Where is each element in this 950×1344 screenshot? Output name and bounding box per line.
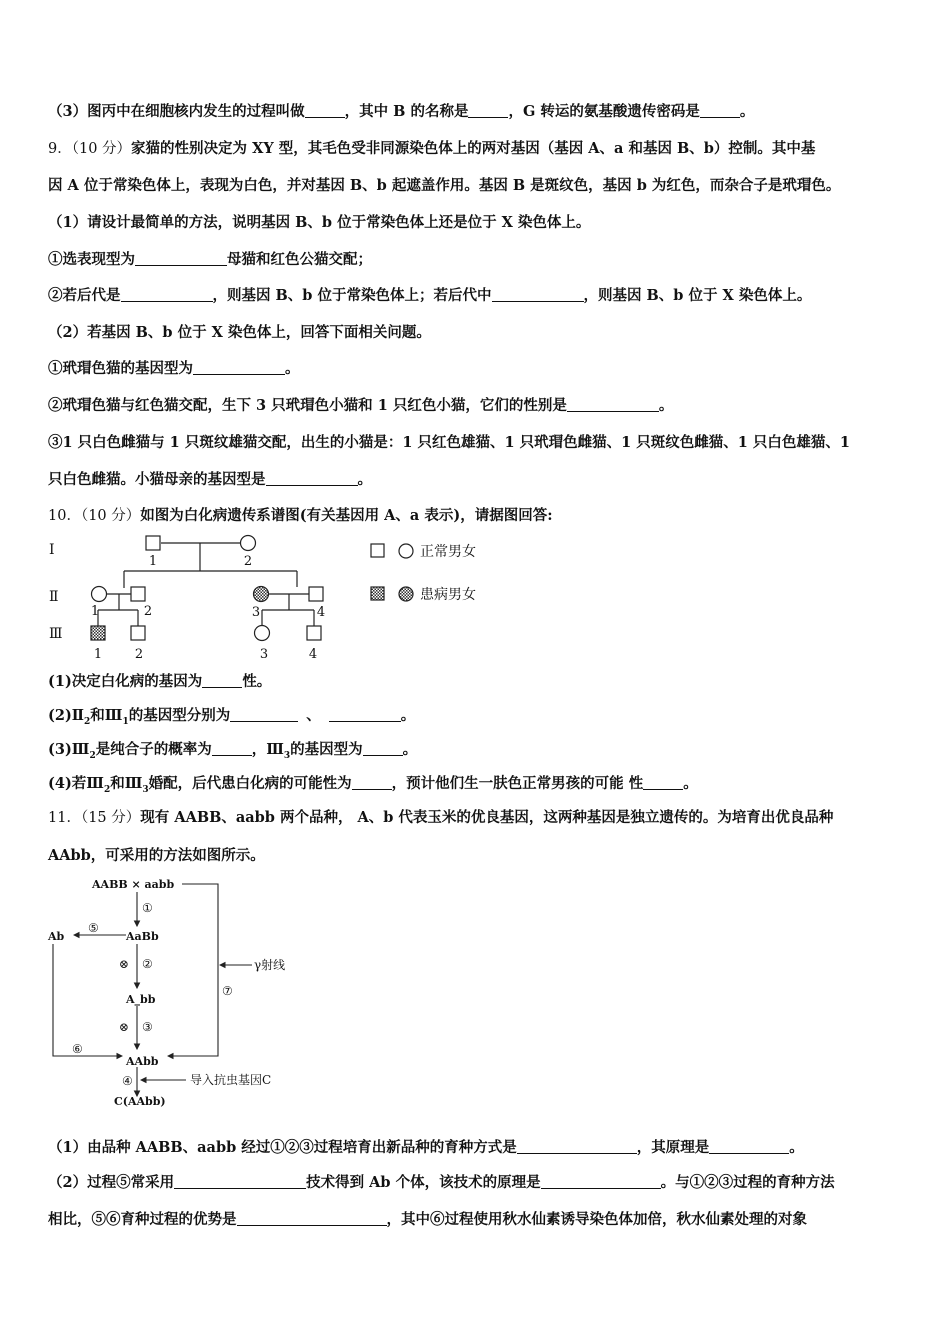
answer-blank[interactable] — [468, 103, 508, 118]
generation-label: Ⅰ — [49, 542, 55, 558]
answer-blank[interactable] — [363, 741, 403, 756]
q10-stem: 10．（10 分）如图为白化病遗传系谱图(有关基因用 A、a 表示)，请据图回答: — [48, 507, 553, 524]
answer-blank[interactable] — [121, 287, 213, 302]
answer-blank[interactable] — [174, 1174, 306, 1189]
import-gene-label: 导入抗虫基因C — [190, 1073, 272, 1087]
flow-target: AAbb — [126, 1055, 159, 1068]
step-label: ③ — [142, 1020, 153, 1034]
pedigree-normal-male — [146, 536, 160, 550]
answer-blank[interactable] — [202, 673, 242, 688]
answer-blank[interactable] — [352, 775, 392, 790]
individual-number: 2 — [143, 604, 153, 619]
self-cross-icon: ⊗ — [119, 957, 130, 971]
q9-part2-c: ③1 只白色雌猫与 1 只斑纹雄猫交配，出生的小猫是：1 只红色雄猫、1 只玳瑁色雌猫、1 只斑纹色雌猫、1 只白色雄猫、1 — [48, 434, 850, 451]
flow-transgenic: C(AAbb) — [114, 1095, 166, 1108]
legend-affected-label: 患病男女 — [420, 587, 476, 603]
q8-part3-line: （3）图丙中在细胞核内发生的过程叫做 ，其中 B 的名称是 ，G 转运的氨基酸遗传密码是 。 — [48, 103, 755, 120]
q10-sub3: $(3)Ⅲ_2$是纯合子的概率为 ，$Ⅲ_3$的基因型为 。 — [48, 741, 418, 761]
legend-normal-label: 正常男女 — [420, 544, 476, 560]
q11-stem-line2: AAbb，可采用的方法如图所示。 — [48, 847, 265, 864]
q9-part2-d: 只白色雌猫。小猫母亲的基因型是 。 — [48, 471, 372, 488]
q9-part2-b: ②玳瑁色猫与红色猫交配，生下 3 只玳瑁色小猫和 1 只红色小猫，它们的性别是 。 — [48, 397, 674, 414]
flow-parents: AABB × aabb — [92, 878, 175, 891]
q11-part2: （2）过程⑤常采用 技术得到 Ab 个体，该技术的原理是 。与①②③过程的育种方法 — [48, 1174, 835, 1191]
flow-f2: A_bb — [126, 993, 156, 1006]
individual-number: 3 — [251, 605, 261, 620]
q11-stem-line1: 11．（15 分）现有 AABB、aabb 两个品种， A、b 代表玉米的优良基因，这两种基因是独立遗传的。为培育出优良品种 — [48, 809, 834, 826]
answer-blank[interactable] — [492, 287, 584, 302]
legend-normal-female-icon — [399, 544, 413, 558]
answer-blank[interactable] — [305, 103, 345, 118]
answer-blank[interactable] — [193, 360, 285, 375]
pedigree-normal-male — [131, 626, 145, 640]
flow-f1: AaBb — [126, 930, 159, 943]
q9-part1-a: ①选表现型为 母猫和红色公猫交配； — [48, 251, 372, 268]
q9-part2-a: ①玳瑁色猫的基因型为 。 — [48, 360, 300, 377]
individual-number: 1 — [90, 604, 100, 619]
generation-label: Ⅲ — [49, 626, 63, 642]
answer-blank[interactable] — [541, 1174, 661, 1189]
individual-number: 4 — [308, 647, 318, 662]
individual-number: 1 — [93, 647, 103, 662]
step-label: ⑤ — [88, 921, 99, 935]
pedigree-diagram — [40, 530, 500, 665]
legend-normal-male-icon — [371, 544, 384, 557]
q9-part1: （1）请设计最简单的方法，说明基因 B、b 位于常染色体上还是位于 X 染色体上。 — [48, 214, 591, 231]
answer-blank[interactable] — [135, 251, 227, 266]
q9-stem-line1: 9．（10 分）家猫的性别决定为 XY 型，其毛色受非同源染色体上的两对基因（基因 A、a 和基因 B、b）控制。其中基 — [48, 140, 816, 157]
pedigree-normal-male — [309, 587, 323, 601]
q10-sub2: $(2)Ⅱ_2$和$Ⅲ_1$的基因型分别为 、 。 — [48, 707, 416, 727]
answer-blank[interactable] — [643, 775, 683, 790]
step-label: ⑦ — [222, 984, 233, 998]
answer-blank[interactable] — [700, 103, 740, 118]
q10-sub4: (4)若$Ⅲ_2$和$Ⅲ_3$婚配，后代患白化病的可能性为 ，预计他们生一肤色正常男孩的可能 性 。 — [48, 775, 698, 795]
individual-number: 3 — [259, 647, 269, 662]
step-label: ④ — [122, 1074, 133, 1088]
gamma-ray-label: γ射线 — [254, 958, 286, 972]
breeding-flow-diagram — [40, 874, 320, 1114]
pedigree-normal-male — [307, 626, 321, 640]
q10-sub1: (1)决定白化病的基因为 性。 — [48, 673, 272, 690]
answer-blank[interactable] — [212, 741, 252, 756]
answer-blank[interactable] — [517, 1139, 637, 1154]
legend-affected-female-icon — [399, 587, 413, 601]
individual-number: 2 — [134, 647, 144, 662]
step-label: ① — [142, 901, 153, 915]
answer-blank[interactable] — [709, 1139, 789, 1154]
answer-blank[interactable] — [230, 707, 298, 722]
step-label: ② — [142, 957, 153, 971]
legend-affected-male-icon — [371, 587, 384, 600]
flow-haploid: Ab — [48, 930, 65, 943]
q11-part3: 相比，⑤⑥育种过程的优势是 ，其中⑥过程使用秋水仙素诱导染色体加倍，秋水仙素处理的对象 — [48, 1211, 807, 1228]
individual-number: 2 — [243, 554, 253, 569]
step-label: ⑥ — [72, 1042, 83, 1056]
self-cross-icon: ⊗ — [119, 1020, 130, 1034]
answer-blank[interactable] — [266, 471, 358, 486]
q11-part1: （1）由品种 AABB、aabb 经过①②③过程培育出新品种的育种方式是 ，其原理是 。 — [48, 1139, 804, 1156]
pedigree-normal-male — [131, 587, 145, 601]
answer-blank[interactable] — [329, 707, 401, 722]
pedigree-normal-female — [255, 626, 270, 641]
generation-label: Ⅱ — [49, 589, 59, 605]
pedigree-affected-female — [254, 587, 269, 602]
pedigree-normal-female — [92, 587, 107, 602]
q9-part2: （2）若基因 B、b 位于 X 染色体上，回答下面相关问题。 — [48, 324, 431, 341]
answer-blank[interactable] — [567, 397, 659, 412]
answer-blank[interactable] — [237, 1211, 387, 1226]
q9-part1-b: ②若后代是 ，则基因 B、b 位于常染色体上；若后代中 ，则基因 B、b 位于 X 染色体上。 — [48, 287, 812, 304]
individual-number: 4 — [316, 605, 326, 620]
q9-stem-line2: 因 A 位于常染色体上，表现为白色，并对基因 B、b 起遮盖作用。基因 B 是斑纹色，基因 b 为红色，而杂合子是玳瑁色。 — [48, 177, 841, 194]
pedigree-affected-male — [91, 626, 105, 640]
individual-number: 1 — [148, 554, 158, 569]
pedigree-normal-female — [241, 536, 256, 551]
